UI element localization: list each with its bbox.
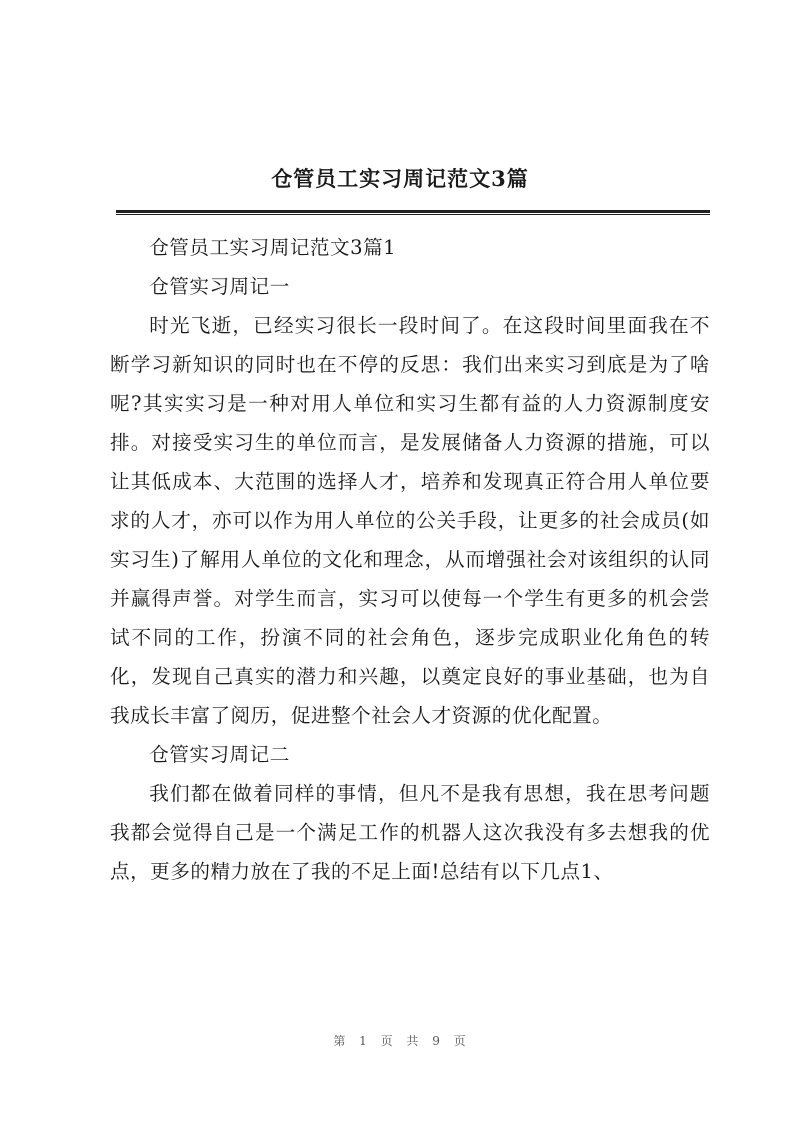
paragraph-subtitle: 仓管员工实习周记范文3篇1 <box>149 236 397 259</box>
paragraph-week-two-body: 我们都在做着同样的事情，但凡不是我有思想，我在思考问题我都会觉得自己是一个满足工作的机器人这次我没有多去想我的优点，更多的精力放在了我的不足上面!总结有以下几点1、 <box>110 782 710 883</box>
paragraph-week-one-body: 时光飞逝，已经实习很长一段时间了。在这段时间里面我在不断学习新知识的同时也在不停的反思：我们出来实习到底是为了啥呢?其实实习是一种对用人单位和实习生都有益的人力资源制度安排。对接受实习生的单位而言，是发展储备人力资源的措施，可以让其低成本、大范围的选择人才，培养和发现真正符合用人单位要求的人才，亦可以作为用人单位的公关手段，让更多的社会成员(如实习生)了解用人单位的文化和理念，从而增强社会对该组织的认同并赢得声誉。对学生而言，实习可以使每一个学生有更多的机会尝试不同的工作，扮演不同的社会角色，逐步完成职业化角色的转化，发现自己真实的潜力和兴趣，以奠定良好的事业基础，也为自我成长丰富了阅历，促进整个社会人才资源的优化配置。 <box>110 314 710 727</box>
section-heading-week-one: 仓管实习周记一 <box>149 275 290 298</box>
document-body <box>110 228 710 891</box>
section-heading-week-two: 仓管实习周记二 <box>149 743 290 766</box>
title-divider <box>116 210 710 215</box>
page-number-footer: 第 1 页 共 9 页 <box>333 1034 467 1048</box>
document-title: 仓管员工实习周记范文3篇 <box>271 166 529 191</box>
